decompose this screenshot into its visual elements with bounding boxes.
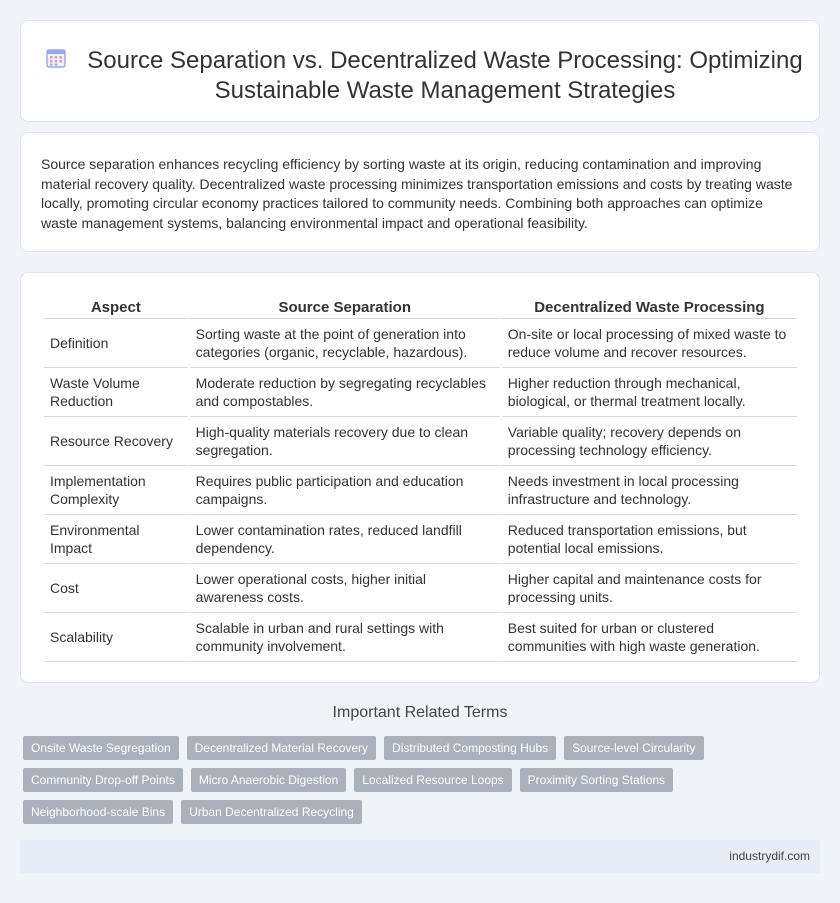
comparison-table-card: [20, 272, 820, 683]
table-row: [44, 466, 797, 515]
cell-source-separation: Scalable in urban and rural settings with community involvement.: [190, 613, 500, 662]
cell-aspect: Implementation Complexity: [44, 466, 188, 515]
cell-source-separation: Lower contamination rates, reduced landfill dependency.: [190, 515, 500, 564]
related-terms-heading: Important Related Terms: [332, 704, 508, 721]
cell-decentralized: On-site or local processing of mixed waste to reduce volume and recover resources.: [502, 319, 797, 368]
related-term-tag[interactable]: Distributed Composting Hubs: [384, 736, 556, 760]
cell-decentralized: Higher reduction through mechanical, biological, or thermal treatment locally.: [502, 368, 797, 417]
intro-card: [20, 132, 820, 252]
related-term-tag[interactable]: Onsite Waste Segregation: [23, 736, 179, 760]
title-card: [20, 20, 820, 122]
cell-decentralized: Needs investment in local processing infrastructure and technology.: [502, 466, 797, 515]
related-term-tag[interactable]: Community Drop-off Points: [23, 768, 183, 792]
cell-decentralized: Reduced transportation emissions, but potential local emissions.: [502, 515, 797, 564]
table-row: [44, 515, 797, 564]
related-term-tag[interactable]: Decentralized Material Recovery: [187, 736, 376, 760]
cell-source-separation: Lower operational costs, higher initial awareness costs.: [190, 564, 500, 613]
table-row: [44, 564, 797, 613]
cell-aspect: Environmental Impact: [44, 515, 188, 564]
cell-aspect: Scalability: [44, 613, 188, 662]
table-header-row: [44, 293, 797, 319]
related-term-tag[interactable]: Source-level Circularity: [564, 736, 703, 760]
header-decentralized: Decentralized Waste Processing: [502, 293, 797, 319]
intro-paragraph: Source separation enhances recycling efficiency by sorting waste at its origin, reducing contamination and improving material recovery quality. Decentralized waste processing minimizes transportation emissions and costs by treating waste locally, promoting circular economy practices tailored to community needs. Combining both approaches can optimize waste management systems, balancing environmental impact and operational feasibility.: [41, 156, 793, 231]
footer: [20, 840, 820, 873]
cell-aspect: Resource Recovery: [44, 417, 188, 466]
calendar-icon: [46, 48, 66, 68]
cell-source-separation: Moderate reduction by segregating recyclables and compostables.: [190, 368, 500, 417]
tag-row: [23, 768, 723, 792]
cell-aspect: Cost: [44, 564, 188, 613]
cell-decentralized: Higher capital and maintenance costs for processing units.: [502, 564, 797, 613]
tag-row: [23, 736, 723, 760]
footer-site-link[interactable]: industrydif.com: [729, 849, 810, 863]
related-term-tag[interactable]: Micro Anaerobic Digestion: [191, 768, 346, 792]
related-term-tag[interactable]: Urban Decentralized Recycling: [181, 800, 362, 824]
table-row: [44, 417, 797, 466]
cell-source-separation: High-quality materials recovery due to clean segregation.: [190, 417, 500, 466]
title-line-2: Sustainable Waste Management Strategies: [214, 77, 676, 104]
header-source-separation: Source Separation: [190, 293, 500, 319]
related-term-tag[interactable]: Localized Resource Loops: [354, 768, 511, 792]
page-title: [81, 46, 809, 106]
related-term-tag[interactable]: Neighborhood-scale Bins: [23, 800, 173, 824]
comparison-table: [42, 293, 799, 662]
cell-source-separation: Requires public participation and education campaigns.: [190, 466, 500, 515]
tag-row: [23, 800, 723, 824]
title-line-1: Source Separation vs. Decentralized Waste Processing: Optimizing: [87, 47, 803, 74]
related-terms-list: [23, 736, 723, 832]
cell-aspect: Waste Volume Reduction: [44, 368, 188, 417]
related-term-tag[interactable]: Proximity Sorting Stations: [520, 768, 673, 792]
cell-source-separation: Sorting waste at the point of generation into categories (organic, recyclable, hazardous).: [190, 319, 500, 368]
cell-decentralized: Best suited for urban or clustered communities with high waste generation.: [502, 613, 797, 662]
table-row: [44, 319, 797, 368]
cell-aspect: Definition: [44, 319, 188, 368]
header-aspect: Aspect: [44, 293, 188, 319]
table-row: [44, 368, 797, 417]
cell-decentralized: Variable quality; recovery depends on processing technology efficiency.: [502, 417, 797, 466]
table-row: [44, 613, 797, 662]
